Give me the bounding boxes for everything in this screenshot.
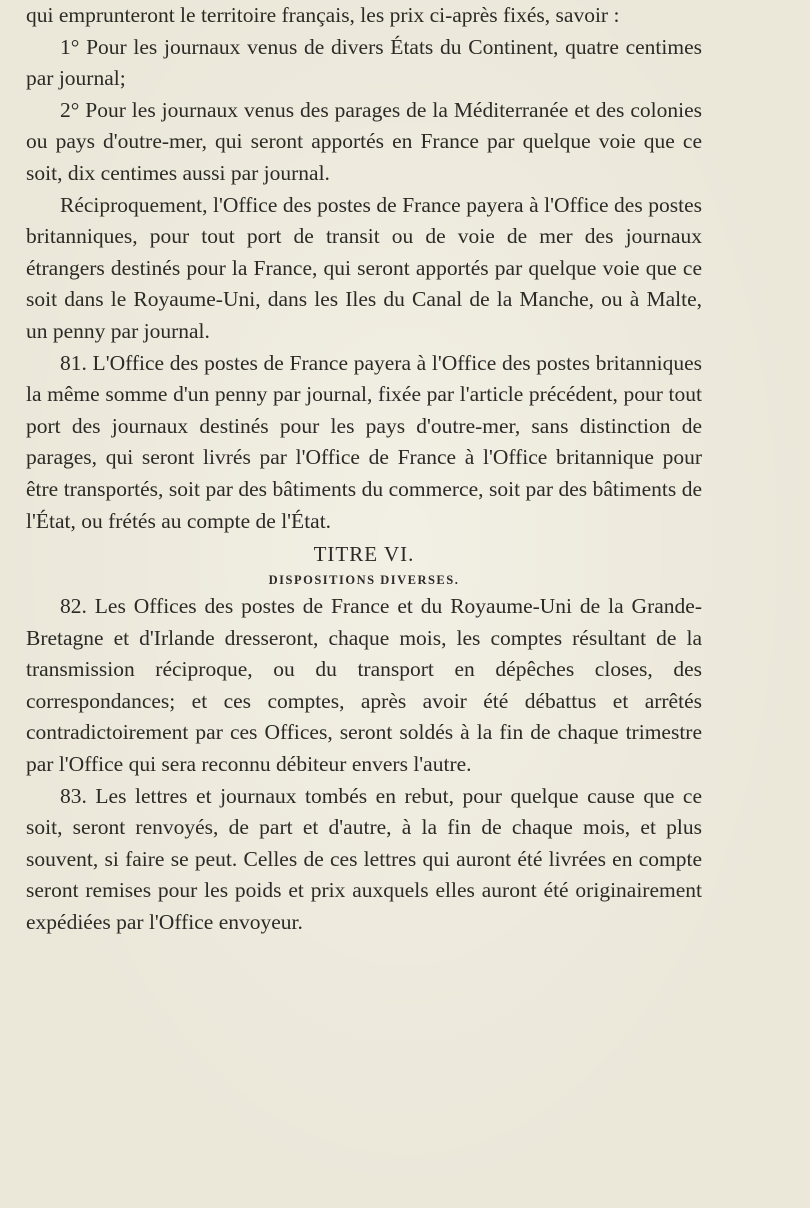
section-subtitle: DISPOSITIONS DIVERSES.	[268, 573, 460, 588]
paragraph-article-82: 82. Les Offices des postes de France et du Royaume-Uni de la Grande-Bretagne et d'Irlande dresseront, chaque mois, les comptes résultant de la transmission réciproque, ou du transport en dépêches closes, des correspondances; et ces comptes, après avoir été débattus et arrêtés contradictoirement par ces Offices, seront soldés à la fin de chaque trimestre par l'Office qui sera reconnu débiteur envers l'autre.	[26, 594, 702, 777]
section-heading	[26, 539, 702, 591]
paragraph-continuation: qui emprunteront le territoire français, les prix ci-après fixés, savoir :	[26, 3, 620, 27]
paragraph-article-81: 81. L'Office des postes de France payera à l'Office des postes britanniques la même somme d'un penny par journal, fixée par l'article précédent, pour tout port des journaux destinés pour les pays d'outre-mer, sans distinction de parages, qui seront livrés par l'Office de France à l'Office britannique pour être transportés, soit par des bâtiments du commerce, soit par des bâtiments de l'État, ou frétés au compte de l'État.	[26, 350, 702, 533]
text-body	[26, 0, 702, 939]
paragraph-item-2: 2° Pour les journaux venus des parages de la Méditerranée et des colonies ou pays d'outre-mer, qui seront apportés en France par quelque voie que ce soit, dix centimes aussi par journal.	[26, 97, 702, 185]
paragraph-reciprocity: Réciproquement, l'Office des postes de France payera à l'Office des postes britanniques, pour tout port de transit ou de voie de mer des journaux étrangers destinés pour la France, qui seront apportés par quelque voie que ce soit dans le Royaume-Uni, dans les Iles du Canal de la Manche, ou à Malte, un penny par journal.	[26, 192, 702, 343]
paragraph-article-83: 83. Les lettres et journaux tombés en rebut, pour quelque cause que ce soit, seront renvoyés, de part et d'autre, à la fin de chaque mois, et plus souvent, si faire se peut. Celles de ces lettres qui auront été livrées en compte seront remises pour les poids et prix auxquels elles auront été originairement expédiées par l'Office envoyeur.	[26, 783, 702, 935]
section-title: TITRE VI.	[313, 542, 415, 567]
paragraph-item-1: 1° Pour les journaux venus de divers États du Continent, quatre centimes par journal;	[26, 34, 702, 91]
